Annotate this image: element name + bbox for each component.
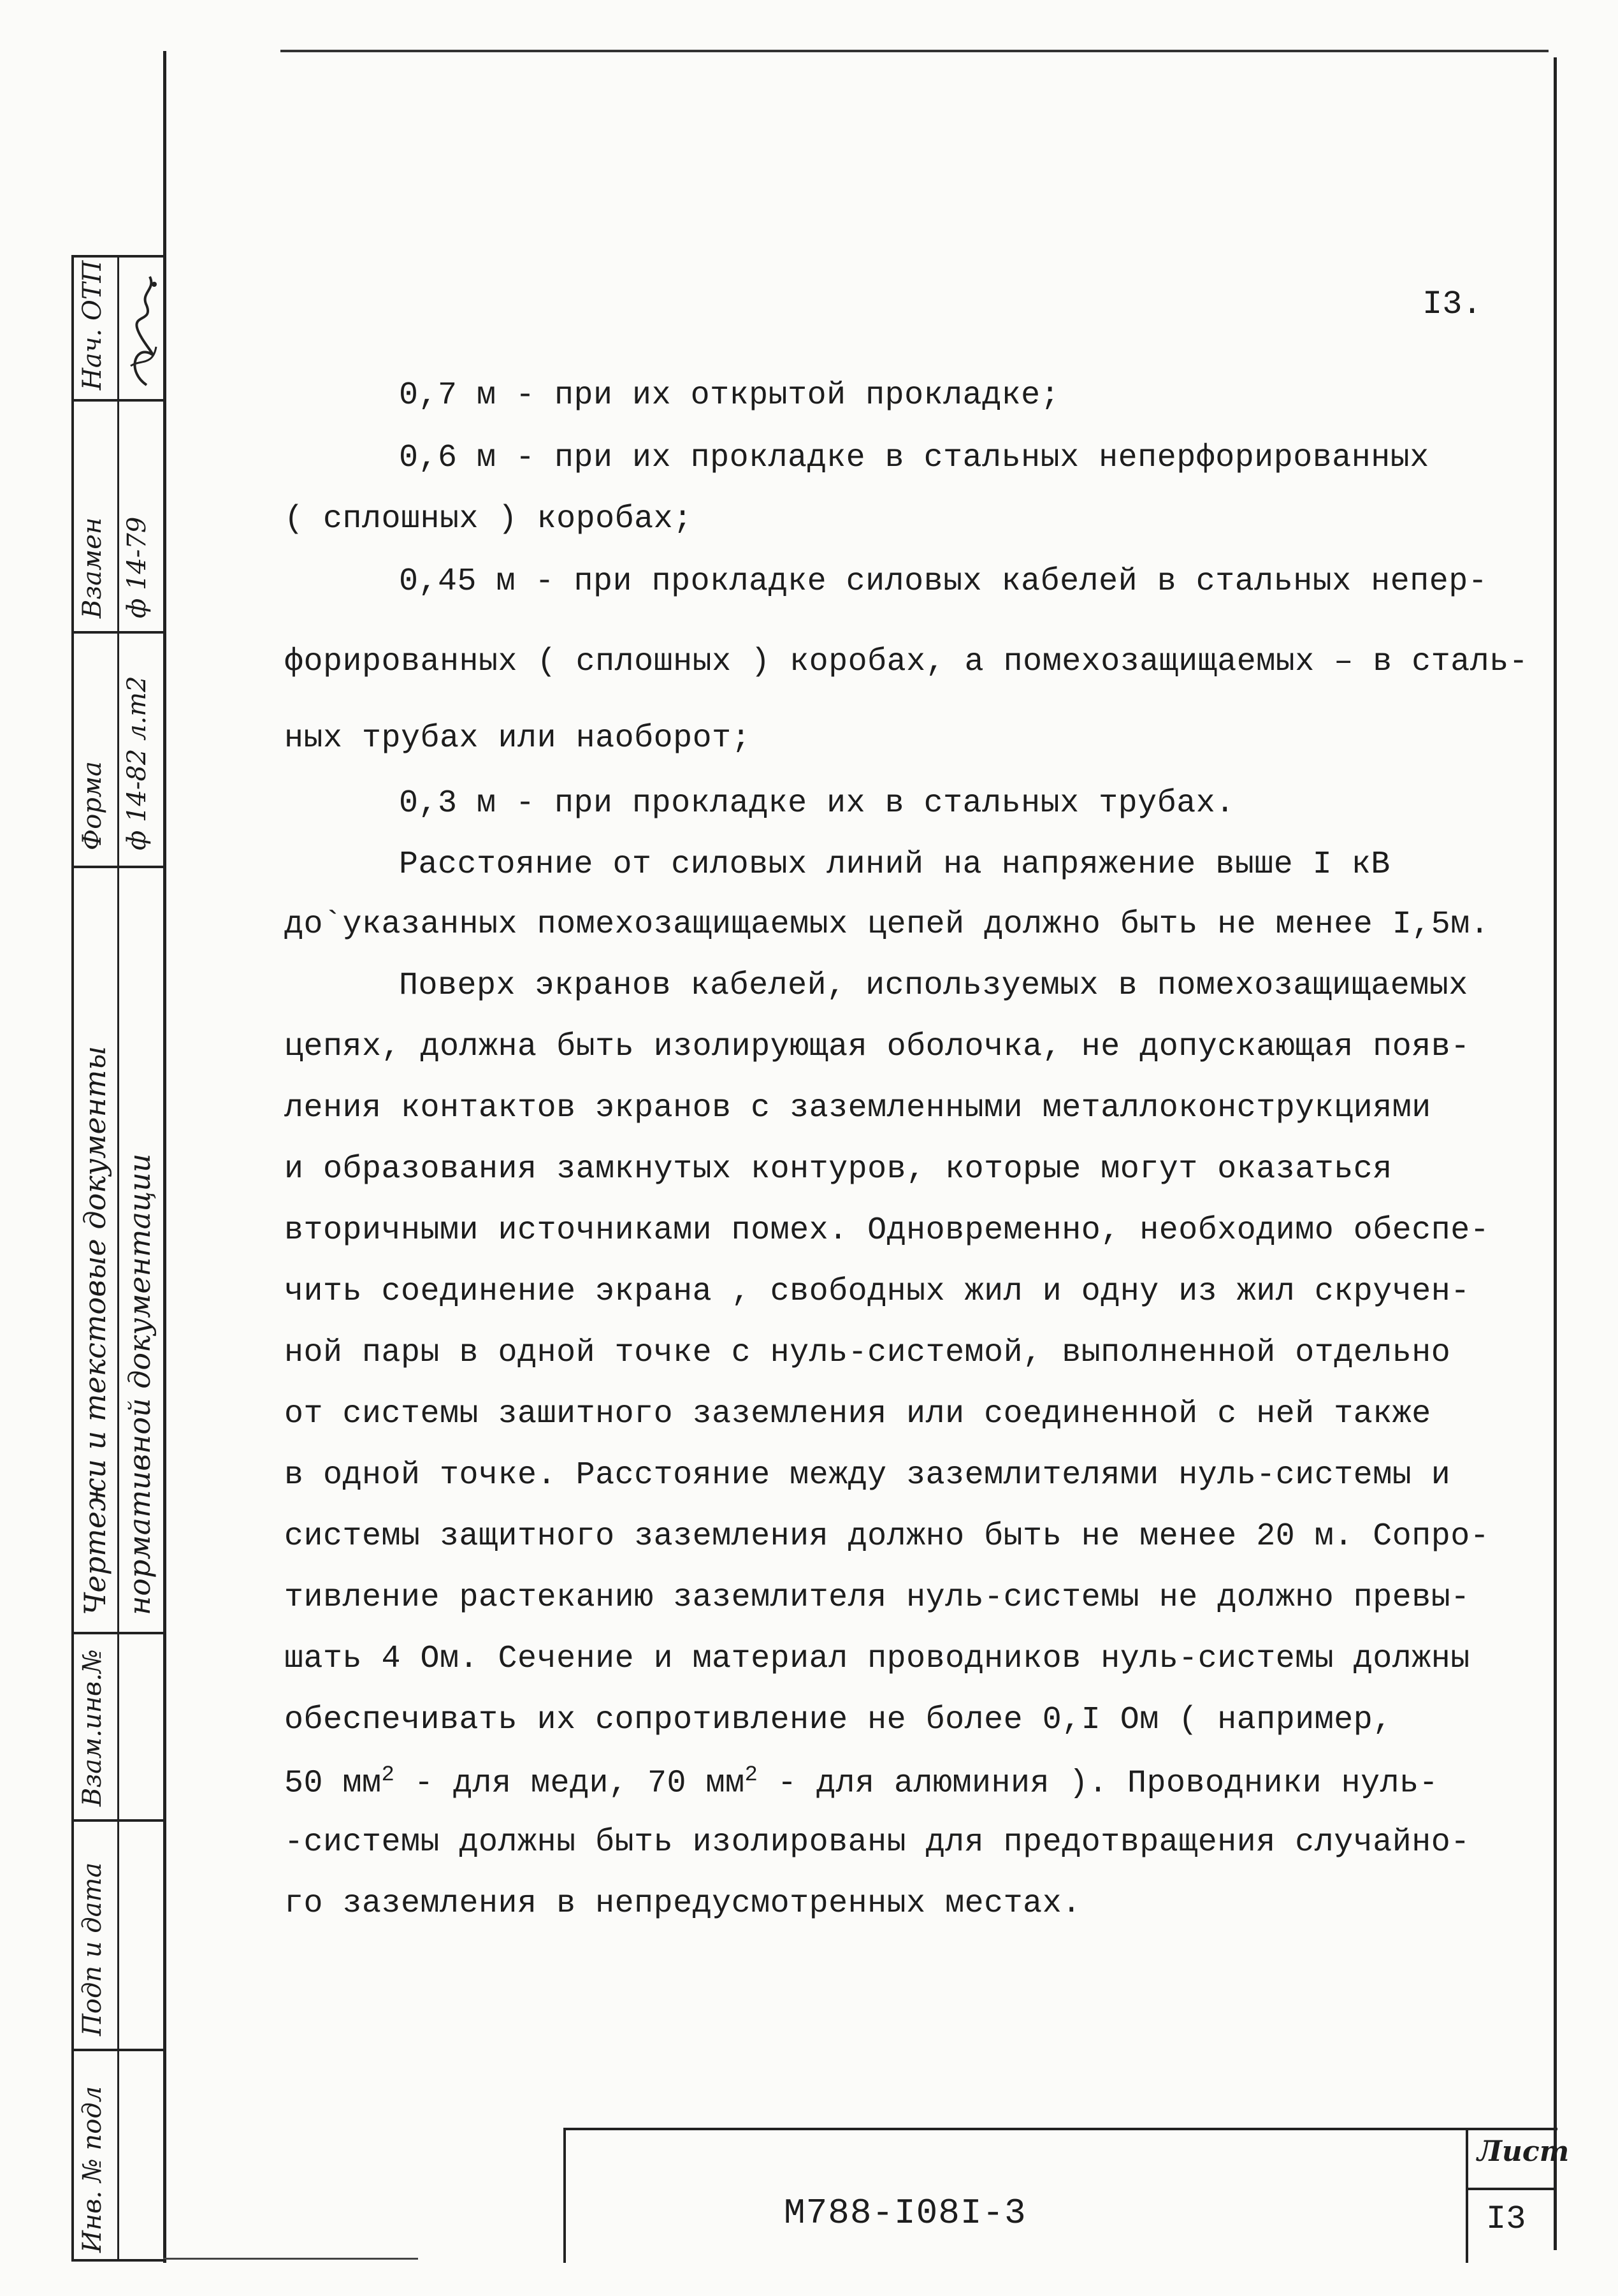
frame-right-line [1554, 57, 1557, 2250]
paragraph-line: обеспечивать их сопротивление не более 0,I Ом ( например, [284, 1702, 1392, 1738]
paragraph-line: форированных ( сплошных ) коробах, а помехозащищаемых – в сталь- [284, 644, 1529, 680]
title-block-divider [1466, 2128, 1468, 2263]
page-number: I3. [1422, 286, 1482, 323]
superscript: 2 [744, 1763, 758, 1787]
text-segment: - для меди, 70 мм [394, 1765, 745, 1802]
paragraph-line: 0,6 м - при их прокладке в стальных неперфорированных [399, 440, 1429, 476]
paragraph-line: вторичными источниками помех. Одновременно, необходимо обеспе- [284, 1212, 1490, 1249]
paragraph-line: цепях, должна быть изолирующая оболочка, не допускающая появ- [284, 1029, 1470, 1065]
stamp-label-inv-replace: Взам.инв.№ [78, 1649, 107, 1806]
frame-bottom-line [163, 2258, 418, 2260]
paragraph-line-superscript [284, 1763, 1438, 1802]
paragraph-line: 0,45 м - при прокладке силовых кабелей в стальных непер- [399, 563, 1488, 600]
stamp-form-code-2: ф 14-82 л.m2 [122, 676, 152, 850]
paragraph-line: Поверх экранов кабелей, используемых в помехозащищаемых [399, 968, 1468, 1004]
sheet-label: Лист [1477, 2135, 1570, 2168]
paragraph-line: -системы должны быть изолированы для предотвращения случайно- [284, 1824, 1470, 1861]
paragraph-line: ления контактов экранов с заземленными металлоконструкциями [284, 1090, 1431, 1126]
paragraph-line: шать 4 Ом. Сечение и материал проводников нуль-системы должны [284, 1641, 1470, 1677]
text-segment: - для алюминия ). Проводники нуль- [758, 1765, 1439, 1802]
title-block-sheet-divider [1466, 2188, 1555, 2190]
paragraph-line: Расстояние от силовых линий на напряжение выше I кВ [399, 846, 1390, 883]
stamp-label-drawings: Чертежи и текстовые документы [78, 1045, 112, 1615]
side-stamp [71, 255, 166, 2262]
paragraph-line: в одной точке. Расстояние между заземлителями нуль-системы и [284, 1457, 1451, 1493]
superscript: 2 [381, 1763, 395, 1787]
stamp-row-divider [74, 1819, 166, 1822]
stamp-row-divider [74, 1632, 166, 1634]
document-code: М788-I08I-3 [784, 2193, 1027, 2234]
stamp-column-divider [117, 258, 119, 2259]
paragraph-line: го заземления в непредусмотренных местах. [284, 1885, 1081, 1922]
text-segment: 50 мм [284, 1765, 382, 1802]
paragraph-line: до`указанных помехозащищаемых цепей должно быть не менее I,5м. [284, 906, 1490, 943]
paragraph-line: ных трубах или наоборот; [284, 720, 751, 757]
frame-top-line [280, 50, 1549, 52]
paragraph-line: ( сплошных ) коробах; [284, 501, 693, 537]
stamp-label-normative: нормативной документации [122, 1153, 157, 1615]
stamp-label-head-otp: Нач. ОТП [78, 260, 107, 390]
stamp-row-divider [74, 399, 166, 402]
stamp-row-divider [74, 2049, 166, 2051]
stamp-row-divider [74, 866, 166, 868]
paragraph-line: ной пары в одной точке с нуль-системой, выполненной отдельно [284, 1335, 1451, 1371]
stamp-label-inv-original: Инв. № подл [78, 2086, 107, 2253]
paragraph-line: чить соединение экрана , свободных жил и одну из жил скручен- [284, 1274, 1470, 1310]
stamp-row-divider [74, 631, 166, 634]
title-block-top-line [563, 2128, 1557, 2130]
sheet-number: I3 [1486, 2200, 1526, 2238]
paragraph-line: и образования замкнутых контуров, которые могут оказаться [284, 1151, 1392, 1188]
stamp-label-form: Форма [78, 761, 107, 850]
signature-icon [121, 270, 163, 391]
paragraph-line: тивление растеканию заземлителя нуль-системы не должно превы- [284, 1580, 1470, 1616]
paragraph-line: системы защитного заземления должно быть не менее 20 м. Сопро- [284, 1518, 1490, 1555]
paragraph-line: 0,7 м - при их открытой прокладке; [399, 377, 1060, 414]
title-block-left-line [563, 2128, 566, 2263]
paragraph-line: от системы зашитного заземления или соединенной с ней также [284, 1396, 1431, 1432]
paragraph-line: 0,3 м - при прокладке их в стальных трубах. [399, 785, 1235, 822]
stamp-label-sign-date: Подп и дата [78, 1862, 107, 2036]
stamp-form-code-1: ф 14-79 [122, 516, 152, 618]
stamp-label-replace: Взамен [78, 517, 107, 618]
